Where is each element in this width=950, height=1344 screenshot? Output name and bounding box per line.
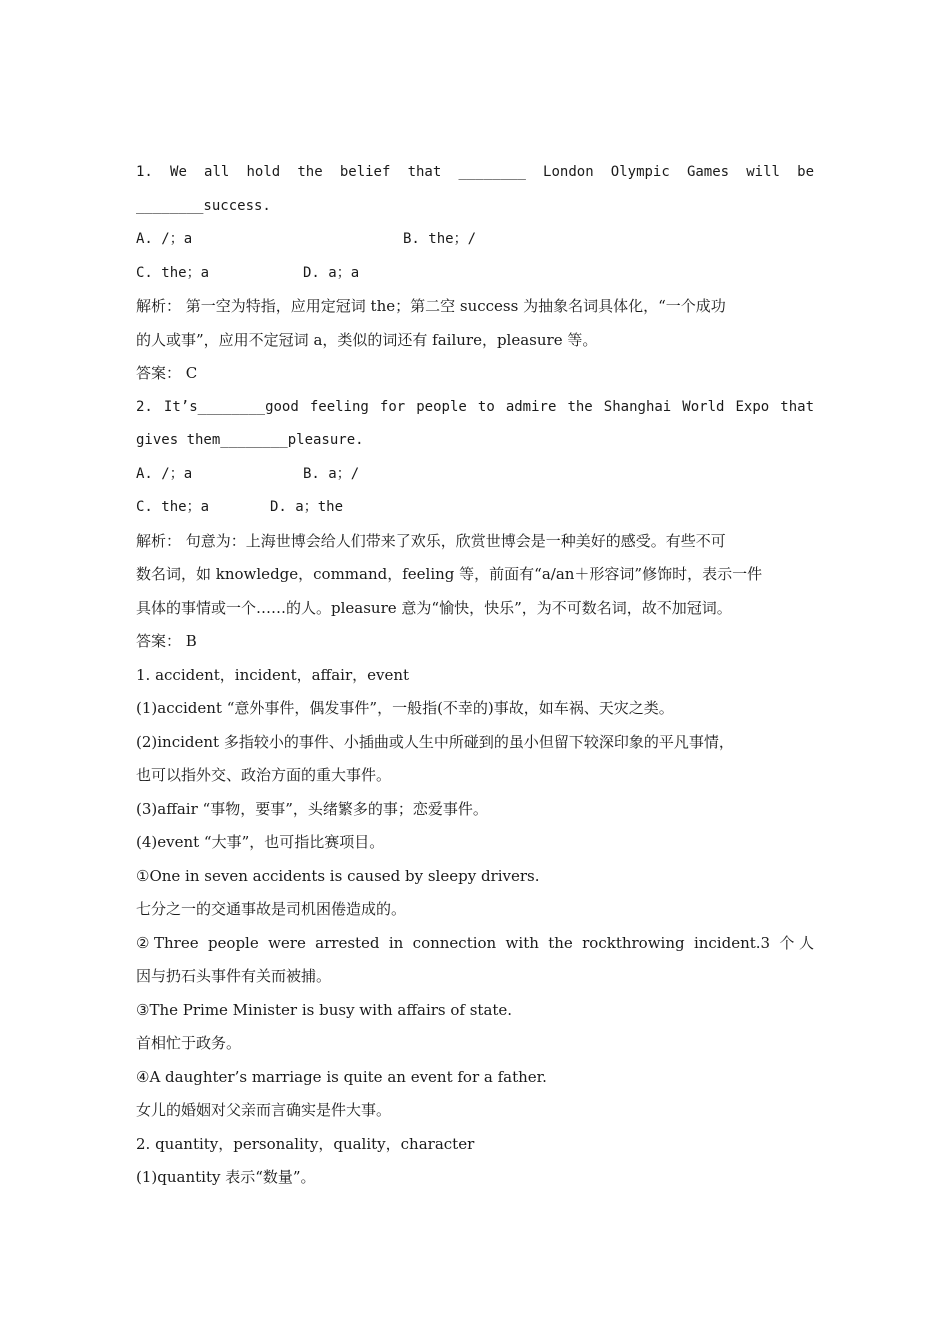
question-2-stem: 2. It’s________good feeling for people to admire the Shanghai World Expo that [136,398,814,415]
example-4-translation: 女儿的婚姻对父亲而言确实是件大事。 [136,1101,392,1119]
question-1-options-cd [136,257,814,291]
question-2-analysis-continued-2: 具体的事情或一个……的人。pleasure 意为“愉快，快乐”，为不可数名词，故不加冠词。 [136,598,732,617]
vocab-note-accident: (1)accident “意外事件，偶发事件”，一般指(不幸的)事故，如车祸、天灾之类。 [136,699,674,717]
option-d: D. a；a [303,264,360,281]
option-b: B. the；/ [403,231,477,247]
document-page [136,156,814,1195]
question-2-options-ab [136,458,814,492]
option-b: B. a；/ [303,465,360,482]
vocab-note-affair: (3)affair “事物，要事”，头绪繁多的事；恋爱事件。 [136,799,488,818]
option-d: D. a；the [270,499,344,515]
option-c: C. the；a [136,264,210,281]
question-2-answer: 答案： B [136,632,197,650]
vocab-note-incident: (2)incident 多指较小的事件、小插曲或人生中所碰到的虽小但留下较深印象的平凡事情， [136,732,734,751]
question-2-options-cd [136,491,814,525]
question-1-answer: 答案： C [136,364,198,382]
vocab-heading-2: 2. quantity，personality，quality，character [136,1134,475,1153]
option-a: A. /；a [136,231,193,247]
option-c: C. the；a [136,499,210,515]
question-2-analysis-continued: 数名词，如 knowledge，command，feeling 等，前面有“a/an＋形容词”修饰时，表示一件 [136,565,763,583]
question-1-analysis-continued: 的人或事”，应用不定冠词 a，类似的词还有 failure，pleasure 等。 [136,330,598,349]
question-1-stem: 1. We all hold the belief that ________ London Olympic Games will be [136,164,814,180]
example-2-translation: 因与扔石头事件有关而被捕。 [136,967,332,985]
example-2: ②Three people were arrested in connection with the rockthrowing incident.3 个人 [136,933,814,952]
example-1: ①One in seven accidents is caused by sleepy drivers. [136,866,540,885]
example-4: ④A daughter’s marriage is quite an event for a father. [136,1067,547,1086]
example-1-translation: 七分之一的交通事故是司机困倦造成的。 [136,900,407,918]
question-2-stem-continued: gives them________pleasure. [136,432,364,448]
question-2-analysis: 解析： 句意为：上海世博会给人们带来了欢乐，欣赏世博会是一种美好的感受。有些不可 [136,531,726,550]
vocab-note-incident-continued: 也可以指外交、政治方面的重大事件。 [136,766,392,784]
question-1-analysis: 解析： 第一空为特指，应用定冠词 the；第二空 success 为抽象名词具体化，“一个成功 [136,297,726,315]
vocab-note-event: (4)event “大事”，也可指比赛项目。 [136,833,385,851]
question-1-options-ab [136,223,814,257]
example-3-translation: 首相忙于政务。 [136,1034,242,1052]
question-1-stem-continued: ________success. [136,197,271,214]
example-3: ③The Prime Minister is busy with affairs of state. [136,1000,513,1019]
vocab-heading-1: 1. accident，incident，affair，event [136,665,410,684]
vocab-note-quantity: (1)quantity 表示“数量”。 [136,1168,316,1186]
option-a: A. /；a [136,465,193,482]
